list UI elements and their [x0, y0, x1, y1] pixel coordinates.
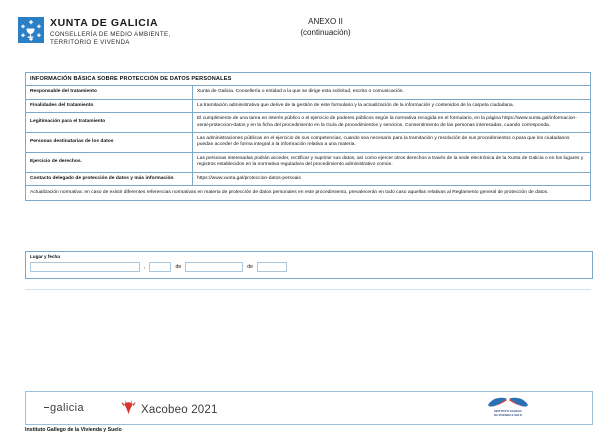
org-subtitle-line2: TERRITORIO E VIVENDA: [50, 38, 130, 46]
de-separator-2: de: [247, 264, 254, 270]
org-subtitle-line1: CONSELLERÍA DE MEDIO AMBIENTE,: [50, 31, 171, 38]
row-value: Las administraciones públicas en el ejercicio de sus competencias, cuando sea necesario para la tramitación y resolución de sus procedimientos o para que los ciudadanos puedan acceder de forma integral a la información relativa a una materia.: [193, 133, 591, 153]
row-label: Finalidades del tratamiento: [26, 99, 193, 112]
row-value: La tramitación administrativa que derive de la gestión de este formulario y la actualización de la información y contenidos de la carpeta ciudadana.: [193, 99, 591, 112]
table-row: [26, 152, 591, 172]
data-protection-title: INFORMACIÓN BÁSICA SOBRE PROTECCIÓN DE DATOS PERSONALES: [26, 73, 591, 86]
row-label: Responsable del tratamiento: [26, 86, 193, 99]
xacobeo-label: Xacobeo 2021: [141, 404, 218, 416]
igvs-wings-icon: [482, 396, 534, 409]
igvs-logo-line1: INSTITUTO GALEGO: [494, 410, 522, 413]
galicia-wordmark: [44, 402, 84, 414]
row-label: Personas destinatarias de los datos: [26, 133, 193, 153]
xunta-brand: [18, 17, 171, 46]
galicia-underscore-mark: [44, 407, 49, 408]
annex-title: [258, 16, 393, 38]
table-row: [26, 113, 591, 133]
table-note-row: [26, 186, 591, 201]
page-header: [0, 0, 615, 62]
galicia-wordmark-label: galicia: [50, 402, 84, 414]
year-input[interactable]: [257, 262, 287, 272]
annex-title-line2: (continuación): [300, 28, 351, 37]
footer-logo-bar: [25, 391, 593, 425]
place-and-date-fields: [30, 262, 287, 272]
table-row: [26, 86, 591, 99]
table-row: [26, 172, 591, 185]
row-value: El cumplimiento de una tarea en interés público o el ejercicio de poderes públicos según la normativa recogida en el formulario, en la página https://www.xunta.gal/informacion-xeral-proteccion-datos y en la ficha del procedimiento en la Guía de procedimientos y servicios. Consentimiento de las personas interesadas, cuando corresponda.: [193, 113, 591, 133]
xacobeo-shell-icon: [121, 400, 136, 420]
igvs-logo: [482, 396, 534, 417]
org-name: XUNTA DE GALICIA: [50, 17, 159, 29]
row-value-link[interactable]: https://www.xunta.gal/proteccion-datos-persoais: [193, 172, 591, 185]
comma-separator: ,: [144, 264, 146, 270]
month-input[interactable]: [185, 262, 243, 272]
place-input[interactable]: [30, 262, 140, 272]
table-row: [26, 133, 591, 153]
row-label: Contacto delegado de protección de datos y más información: [26, 172, 193, 185]
galicia-coat-of-arms-icon: [18, 17, 44, 43]
table-header-row: [26, 73, 591, 86]
data-protection-table: [25, 72, 591, 201]
igvs-logo-line2: DA VIVENDA E SOLO: [493, 414, 523, 418]
day-input[interactable]: [149, 262, 171, 272]
de-separator-1: de: [175, 264, 182, 270]
normative-update-note: Actualización normativa: en caso de existir diferentes referencias normativas en materia de protección de datos personales en este procedimiento, prevalecerán en todo caso aquellas relativas al Reglamento general de protección de datos.: [26, 186, 591, 201]
place-and-date-label: Lugar y fecha: [30, 254, 60, 259]
row-label: Ejercicio de derechos.: [26, 152, 193, 172]
footer-caption: Instituto Gallego de la Vivienda y Suelo: [25, 427, 122, 433]
row-value: Las personas interesadas podrán acceder, rectificar y suprimir sus datos, así como ejercer otros derechos a través de la sede electrónica de la Xunta de Galicia o en los lugares y registros establecidos en la normativa reguladora del procedimiento administrativo común.: [193, 152, 591, 172]
annex-title-line1: ANEXO II: [308, 17, 343, 26]
row-value: Xunta de Galicia. Consellería o entidad a la que se dirige esta solicitud, escrito o comunicación.: [193, 86, 591, 99]
xacobeo-logo: [121, 400, 218, 420]
section-divider: [25, 289, 591, 290]
place-and-date-section: [25, 251, 593, 279]
brand-text-block: [50, 17, 171, 46]
table-row: [26, 99, 591, 112]
row-label: Legitimación para el tratamiento: [26, 113, 193, 133]
